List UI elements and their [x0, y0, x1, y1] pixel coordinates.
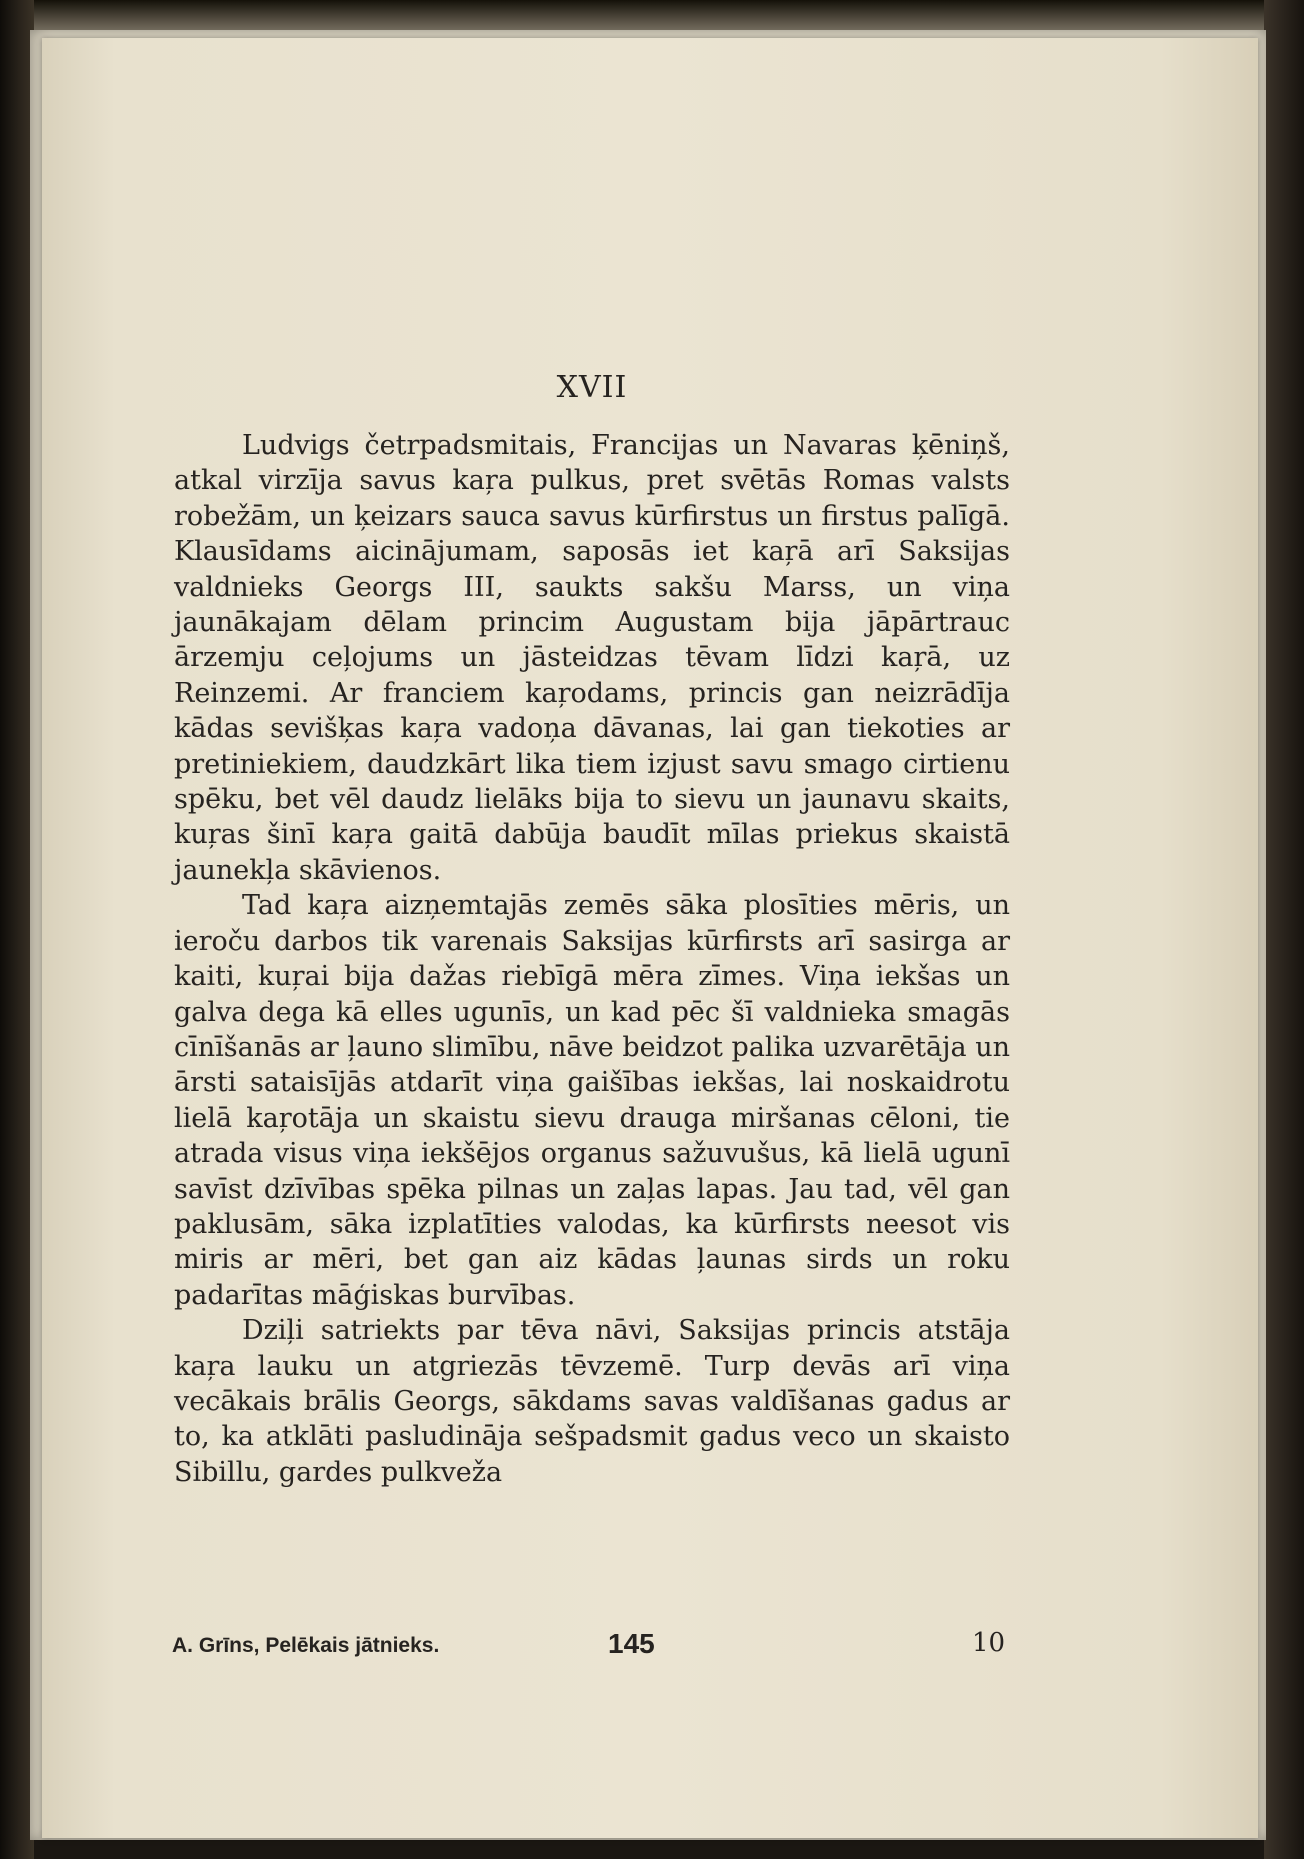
sheet-signature-number: 10 — [972, 1628, 1006, 1658]
text-column — [174, 368, 1010, 1490]
paragraph-2: Tad kaŗa aizņemtajās zemēs sāka plosīties mēris, un ieroču darbos tik varenais Saksijas kūrfirsts arī sasirga ar kaiti, kuŗai bija dažas riebīgā mēra zīmes. Viņa iekšas un galva dega kā elles ugunīs, un kad pēc šī valdnieka smagās cīnīšanās ar ļauno slimību, nāve beidzot palika uzvarētāja un ārsti sataisījās atdarīt viņa gaišības iekšas, lai noskaidrotu lielā kaŗotāja un skaistu sievu drauga miršanas cēloni, tie atrada visus viņa iekšējos organus sažuvušus, kā lielā ugunī savīst dzīvības spēka pilnas un zaļas lapas. Jau tad, vēl gan paklusām, sāka izplatīties valodas, ka kūrfirsts neesot vis miris ar mēri, bet gan aiz kādas ļaunas sirds un roku padarītas māģiskas burvības. — [174, 890, 1010, 1311]
book-page — [42, 38, 1258, 1838]
book-spine — [0, 0, 34, 1859]
paragraph-1: Ludvigs četrpadsmitais, Francijas un Navaras ķēniņš, atkal virzīja savus kaŗa pulkus, pret svētās Romas valsts robežām, un ķeizars sauca savus kūrfirstus un firstus palīgā. Klausīdams aicinājumam, saposās iet kaŗā arī Saksijas valdnieks Georgs III, saukts sakšu Marss, un viņa jaunākajam dēlam princim Augustam bija jāpārtrauc ārzemju ceļojums un jāsteidzas tēvam līdzi kaŗā, uz Reinzemi. Ar franciem kaŗodams, princis gan neizrādīja kādas sevišķas kaŗa vadoņa dāvanas, lai gan tiekoties ar pretiniekiem, daudzkārt lika tiem izjust savu smago cirtienu spēku, bet vēl daudz lielāks bija to sievu un jaunavu skaits, kuŗas šinī kaŗa gaitā dabūja baudīt mīlas priekus skaistā jaunekļa skāvienos. — [174, 430, 1010, 886]
book-cover-edge — [1264, 0, 1304, 1859]
page-number: 145 — [608, 1628, 655, 1659]
paragraph-3: Dziļi satriekts par tēva nāvi, Saksijas princis atstāja kaŗa lauku un atgriezās tēvzemē. Turp devās arī viņa vecākais brālis Georgs, sākdams savas valdīšanas gadus ar to, ka atklāti pasludināja sešpadsmit gadus veco un skaisto Sibillu, gardes pulkveža — [174, 1315, 1010, 1488]
page-footer — [172, 1626, 1012, 1666]
chapter-title: XVII — [556, 370, 628, 405]
footer-author-title: A. Grīns, Pelēkais jātnieks. — [172, 1634, 440, 1657]
